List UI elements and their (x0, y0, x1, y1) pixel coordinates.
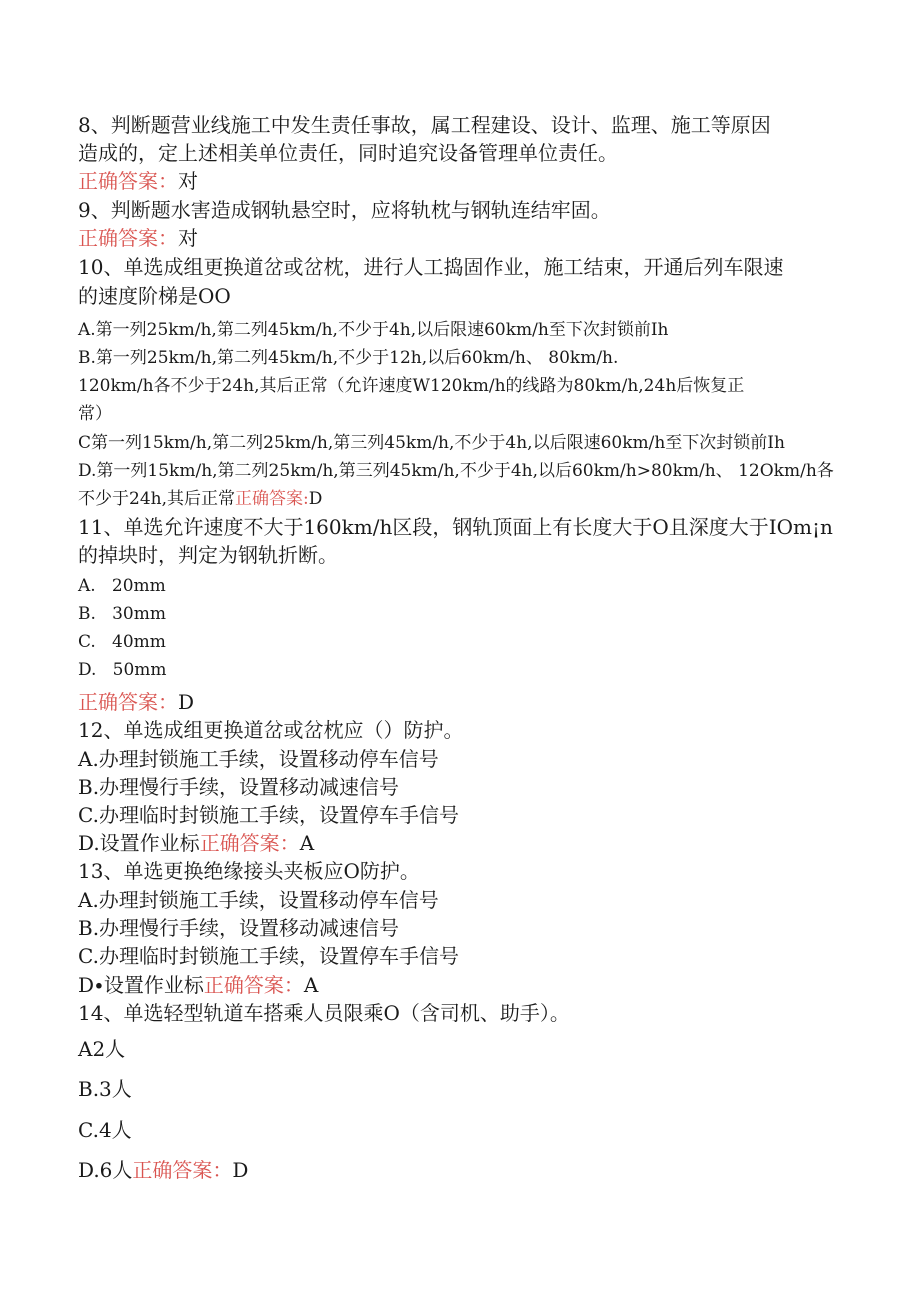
q13-option-b: B.办理慢行手续，设置移动减速信号 (78, 916, 400, 940)
q13-option-c: C.办理临时封锁施工手续，设置停车手信号 (78, 944, 459, 968)
answer-label: 正确答案: (234, 489, 309, 509)
option-text: D.6人 (78, 1158, 133, 1182)
answer-value: A (299, 831, 315, 855)
q11-stem-line2: 的掉块时，判定为钢轨折断。 (78, 543, 338, 567)
q12-option-c: C.办理临时封锁施工手续，设置停车手信号 (78, 803, 459, 827)
q12-stem: 12、单选成组更换道岔或岔枕应（）防护。 (78, 718, 464, 742)
q10-option-c: C第一列15km∕h,第二列25km∕h,第三列45km∕h,不少于4h,以后限速60km∕h至下次封锁前Ih (78, 433, 785, 453)
answer-value: D (178, 690, 195, 714)
q10-option-b-cont1: 120km∕h各不少于24h,其后正常（允许速度W120km∕h的线路为80km∕h,24h后恢复正 (78, 376, 745, 396)
answer-label: 正确答案： (203, 973, 304, 997)
q8-stem-line2: 造成的，定上述相美单位责任，同时追究设备管理单位责任。 (78, 141, 618, 165)
q12-option-a: A.办理封锁施工手续，设置移动停车信号 (78, 747, 439, 771)
q9-answer (78, 224, 198, 252)
q14-stem: 14、单选轻型轨道车搭乘人员限乘O（含司机、助手）。 (78, 1001, 570, 1025)
answer-label: 正确答案： (78, 226, 178, 250)
q14-option-d (78, 1156, 248, 1184)
answer-value: 对 (178, 169, 198, 193)
q13-option-a: A.办理封锁施工手续，设置移动停车信号 (78, 888, 439, 912)
q10-stem-line1: 10、单选成组更换道岔或岔枕，进行人工捣固作业，施工结束，开通后列车限速 (78, 255, 784, 279)
q11-option-a: A. 20mm (78, 576, 166, 596)
q10-option-b-cont2: 常） (78, 404, 112, 424)
answer-label: 正确答案： (78, 169, 178, 193)
q14-option-c: C.4人 (78, 1118, 132, 1142)
q11-option-b: B. 30mm (78, 604, 166, 624)
q11-stem-line1: 11、单选允许速度不大于160km∕h区段，钢轨顶面上有长度大于O且深度大于IOm¡n (78, 515, 833, 539)
q14-option-a: A2人 (78, 1037, 126, 1061)
answer-value: 对 (178, 226, 198, 250)
q12-option-b: B.办理慢行手续，设置移动减速信号 (78, 775, 400, 799)
q8-answer (78, 167, 198, 195)
q11-option-d: D. 50mm (78, 660, 167, 680)
answer-label: 正确答案： (132, 1158, 233, 1182)
answer-value: D (232, 1158, 249, 1182)
q10-option-a: A.第一列25km∕h,第二列45km∕h,不少于4h,以后限速60km∕h至下次封锁前Ih (78, 320, 669, 340)
q10-stem-line2: 的速度阶梯是OO (78, 284, 231, 308)
q8-stem-line1: 8、判断题营业线施工中发生责任事故，属工程建设、设计、监理、施工等原因 (78, 113, 771, 137)
q10-option-d-cont (78, 485, 322, 513)
q10-option-b: B.第一列25km∕h,第二列45km∕h,不少于12h,以后60km/h、 80km∕h. (78, 348, 619, 368)
answer-value: D (308, 489, 323, 509)
answer-value: A (303, 973, 319, 997)
q11-answer (78, 688, 194, 716)
q14-option-b: B.3人 (78, 1077, 132, 1101)
q10-option-d: D.第一列15km∕h,第二列25km∕h,第三列45km∕h,不少于4h,以后60km∕h>80km/h、 12Okm∕h各 (78, 461, 834, 481)
q9-stem: 9、判断题水害造成钢轨悬空时，应将轨枕与钢轨连结牢固。 (78, 198, 611, 222)
q13-option-d (78, 971, 318, 999)
q11-option-c: C. 40mm (78, 632, 166, 652)
answer-label: 正确答案： (78, 690, 178, 714)
option-text: 不少于24h,其后正常 (78, 489, 235, 509)
option-text: D.设置作业标 (78, 831, 200, 855)
option-text: D∙设置作业标 (78, 973, 204, 997)
q12-option-d (78, 829, 314, 857)
q13-stem: 13、单选更换绝缘接头夹板应O防护。 (78, 859, 420, 883)
answer-label: 正确答案： (199, 831, 300, 855)
